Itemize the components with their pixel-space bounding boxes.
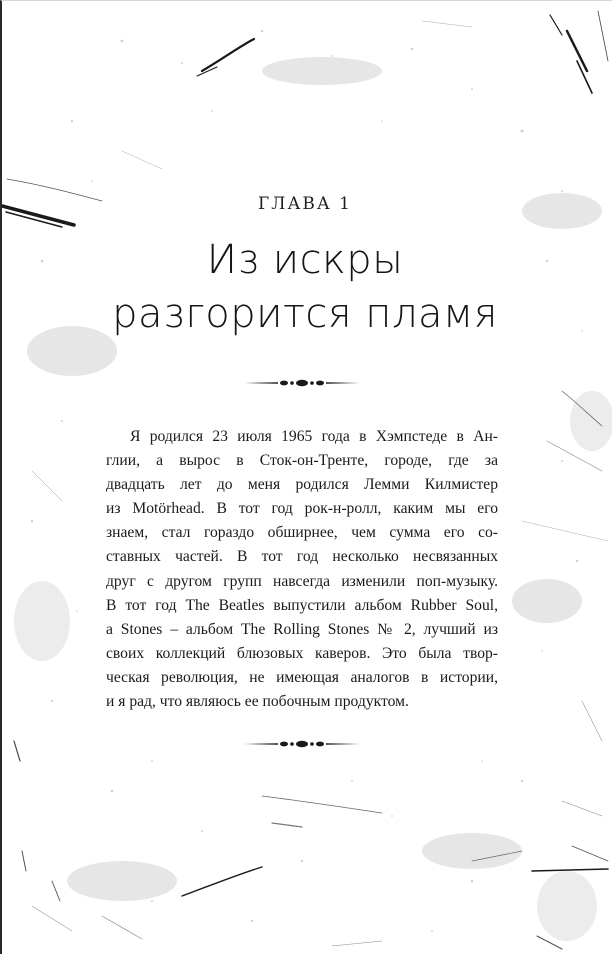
ornament-divider-top [242,376,362,390]
text-line: ставных частей. В тот год несколько несвязанных [106,548,498,566]
text-line: двадцать лет до меня родился Лемми Килмистер [106,476,498,494]
body-paragraph [106,425,498,714]
text-line: из Motörhead. В тот год рок-н-ролл, каким мы его [106,500,498,518]
text-line: своих коллекций блюзовых каверов. Это была твор- [106,644,498,662]
chapter-title-line-1: Из искры [206,237,404,283]
text-line: В тот год The Beatles выпустили альбом Rubber Soul, [106,596,498,614]
chapter-title-line-2: разгорится пламя [112,291,498,337]
text-line: друг с другом групп навсегда изменили поп-музыку. [106,572,498,590]
text-line: Я родился 23 июля 1965 года в Хэмпстеде в Ан- [130,428,498,445]
chapter-title [2,233,608,341]
text-line: знаем, стал гораздо обширнее, чем сумма его со- [106,524,498,542]
chapter-label: ГЛАВА 1 [258,194,352,214]
text-line: а Stones – альбом The Rolling Stones № 2, лучший из [106,620,498,638]
ornament-divider-bottom [242,737,362,751]
text-line: и я рад, что являюсь ее побочным продуктом. [106,693,409,711]
text-line: глии, а вырос в Сток-он-Тренте, городе, где за [106,452,498,470]
text-line: ческая революция, не имеющая аналогов в истории, [106,668,498,686]
